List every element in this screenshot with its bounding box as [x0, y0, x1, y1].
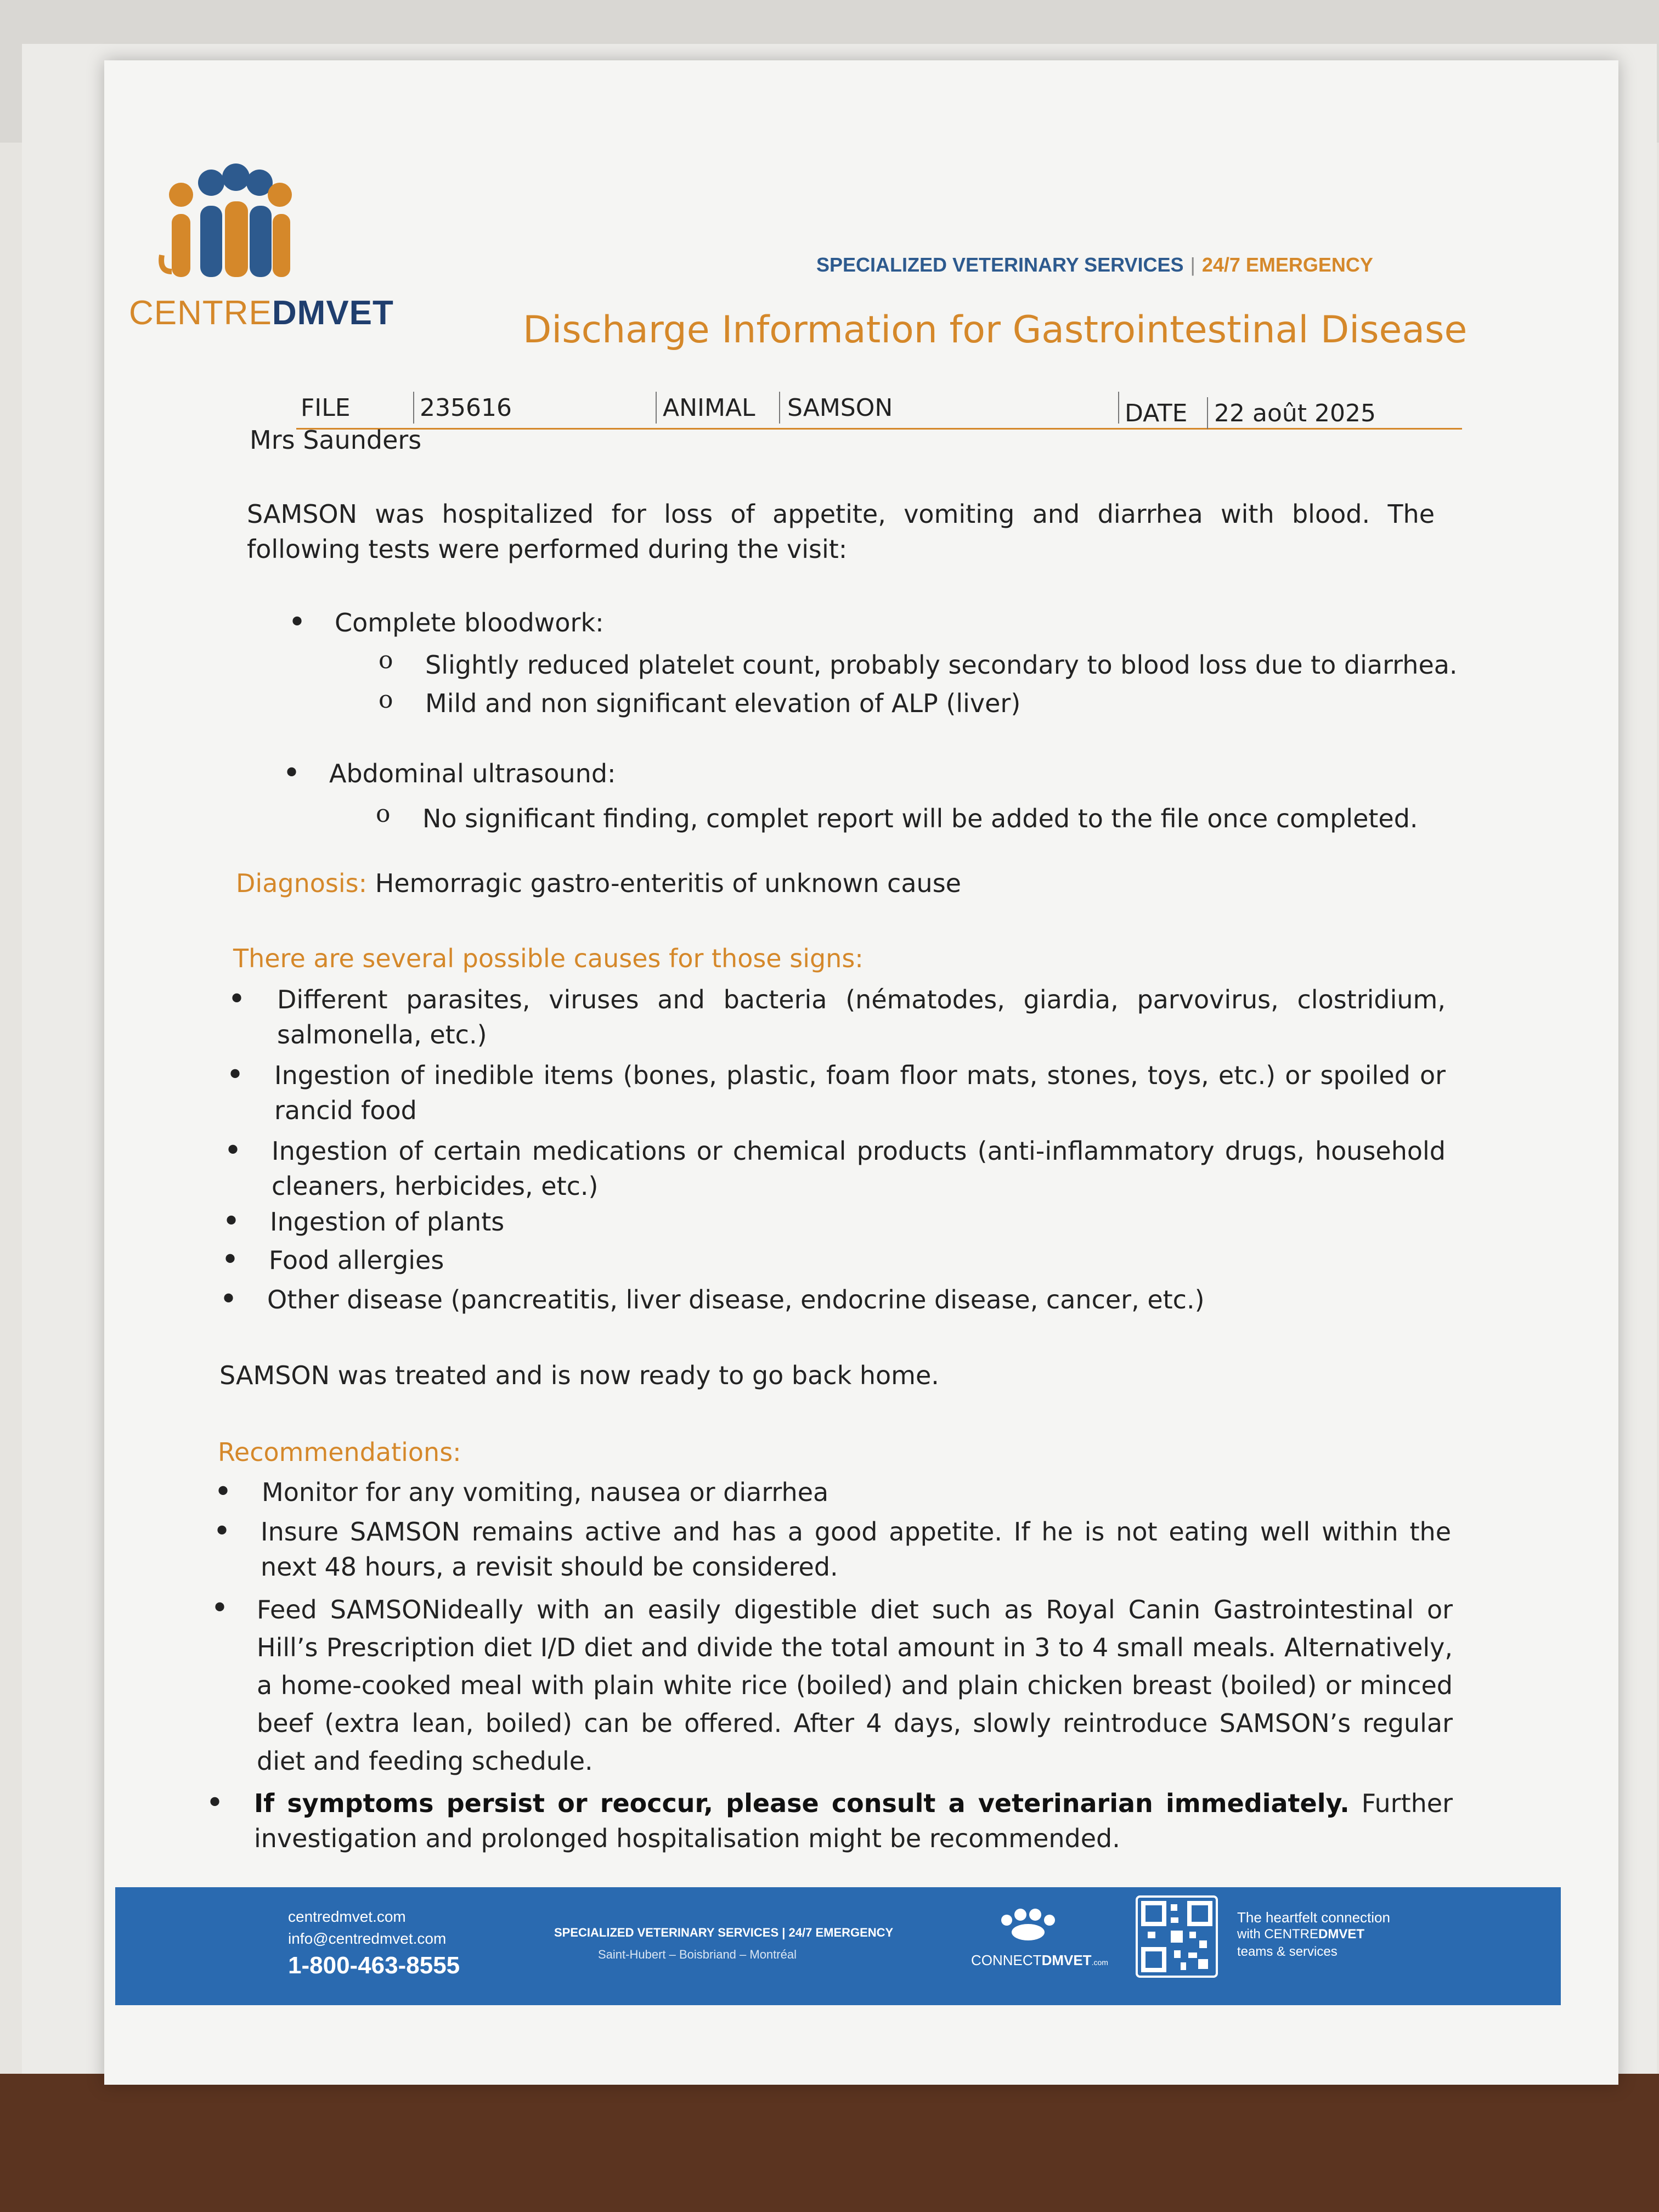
- tagline-services: SPECIALIZED VETERINARY SERVICES: [816, 253, 1184, 276]
- bullet-icon: •: [283, 755, 301, 791]
- document-title: Discharge Information for Gastrointestinal Disease: [523, 308, 1468, 352]
- test-label-ultrasound: Abdominal ultrasound:: [329, 759, 616, 788]
- owner-name: Mrs Saunders: [250, 425, 422, 455]
- bullet-icon: •: [222, 1204, 241, 1239]
- finding-item: No significant finding, complet report will be added to the file once completed.: [422, 804, 1418, 833]
- file-value: 235616: [420, 394, 512, 422]
- file-label: FILE: [301, 394, 351, 422]
- qr-code-icon: [1136, 1895, 1218, 1978]
- logo-word-centre: CENTRE: [129, 294, 272, 332]
- footer-phone: 1-800-463-8555: [288, 1952, 460, 1979]
- cause-item: Ingestion of certain medications or chemical products (anti-inflammatory drugs, household cleaners, herbicides, etc.): [272, 1136, 1446, 1201]
- footer-band: [115, 1887, 1561, 2005]
- animal-label: ANIMAL: [663, 394, 755, 422]
- finding-item: Mild and non significant elevation of ALP (liver): [425, 689, 1021, 718]
- diagnosis-line: [236, 866, 961, 901]
- cause-item: Different parasites, viruses and bacteria (nématodes, giardia, parvovirus, clostridium, salmonella, etc.): [277, 985, 1446, 1049]
- logo-wordmark: [129, 294, 394, 332]
- header-tagline: [816, 253, 1373, 276]
- recommendation-item: Insure SAMSON remains active and has a good appetite. If he is not eating well within the next 48 hours, a revisit should be considered.: [261, 1517, 1451, 1582]
- warning-followup: Further investigation and prolonged hospitalisation might be recommended.: [254, 1788, 1453, 1853]
- footer-services: SPECIALIZED VETERINARY SERVICES | 24/7 EMERGENCY: [554, 1926, 894, 1939]
- test-label-bloodwork: Complete bloodwork:: [335, 608, 604, 637]
- logo-word-dmvet: DMVET: [272, 294, 394, 332]
- bullet-icon: •: [221, 1242, 240, 1278]
- dotcom-word: .com: [1091, 1958, 1108, 1967]
- bullet-icon: •: [219, 1282, 238, 1317]
- bullet-icon: •: [211, 1590, 229, 1626]
- bullet-icon: •: [206, 1785, 224, 1821]
- divider: [779, 392, 780, 424]
- patient-info-row: [296, 390, 1462, 430]
- paw-logo-icon: [996, 1904, 1062, 1942]
- footer-website: centredmvet.com: [288, 1908, 406, 1925]
- sub-bullet-icon: o: [376, 800, 391, 828]
- cause-item: Food allergies: [269, 1245, 444, 1275]
- cause-item: Other disease (pancreatitis, liver disease, endocrine disease, cancer, etc.): [267, 1285, 1205, 1314]
- recommendations-heading: Recommendations:: [218, 1437, 461, 1467]
- footer-slogan-line-3: teams & services: [1237, 1944, 1338, 1959]
- tagline-emergency: 24/7 EMERGENCY: [1201, 253, 1373, 276]
- divider: [1207, 397, 1208, 429]
- bullet-icon: •: [226, 1057, 245, 1093]
- cause-item: Ingestion of inedible items (bones, plastic, foam floor mats, stones, toys, etc.) or spoiled or rancid food: [274, 1060, 1446, 1125]
- divider: [1118, 392, 1119, 424]
- diagnosis-label: Diagnosis:: [236, 868, 368, 898]
- wooden-floor: [0, 2074, 1659, 2212]
- footer-email: info@centredmvet.com: [288, 1930, 447, 1947]
- bullet-icon: •: [214, 1474, 233, 1510]
- dmvet-word: DMVET: [1041, 1952, 1092, 1968]
- bullet-icon: •: [288, 605, 307, 640]
- divider: [656, 392, 657, 424]
- footer-slogan-line-2: [1237, 1927, 1364, 1942]
- slogan-dmvet: DMVET: [1318, 1927, 1365, 1942]
- date-label: DATE: [1125, 399, 1188, 427]
- recommendation-item: Monitor for any vomiting, nausea or diarrhea: [262, 1477, 829, 1507]
- recommendation-item-warning: [254, 1786, 1453, 1856]
- intro-paragraph: SAMSON was hospitalized for loss of appetite, vomiting and diarrhea with blood. The following tests were performed during the visit:: [247, 499, 1435, 564]
- animal-value: SAMSON: [787, 394, 893, 422]
- connect-word: CONNECT: [971, 1952, 1042, 1968]
- finding-item: Slightly reduced platelet count, probably secondary to blood loss due to diarrhea.: [425, 650, 1458, 680]
- bullet-icon: •: [213, 1514, 232, 1549]
- cause-item: Ingestion of plants: [270, 1207, 505, 1237]
- sub-bullet-icon: o: [379, 646, 393, 674]
- causes-heading: There are several possible causes for those signs:: [233, 944, 864, 973]
- recommendation-item: Feed SAMSONideally with an easily digestible diet such as Royal Canin Gastrointestinal or Hill’s Prescription diet I/D diet and divide the total amount in 3 to 4 small meals. Alternatively, a home-cooked meal with plain white rice (boiled) and plain chicken breast (boiled) or minced beef (extra lean, boiled) can be offered. After 4 days, slowly reintroduce SAMSON’s regular diet and feeding schedule.: [257, 1595, 1453, 1776]
- sub-bullet-icon: o: [379, 686, 393, 714]
- footer-locations: Saint-Hubert – Boisbriand – Montréal: [598, 1948, 797, 1961]
- status-paragraph: SAMSON was treated and is now ready to go back home.: [219, 1361, 939, 1390]
- date-value: 22 août 2025: [1214, 399, 1376, 427]
- diagnosis-value: Hemorragic gastro-enteritis of unknown cause: [375, 868, 961, 898]
- footer-slogan-line-1: The heartfelt connection: [1237, 1909, 1390, 1926]
- warning-text: If symptoms persist or reoccur, please consult a veterinarian immediately.: [254, 1788, 1350, 1818]
- connectdmvet-wordmark: [971, 1952, 1108, 1969]
- bullet-icon: •: [228, 981, 246, 1017]
- bullet-icon: •: [224, 1133, 242, 1169]
- slogan-centre: with CENTRE: [1237, 1927, 1319, 1942]
- divider: [413, 392, 414, 424]
- tagline-separator: |: [1190, 253, 1195, 276]
